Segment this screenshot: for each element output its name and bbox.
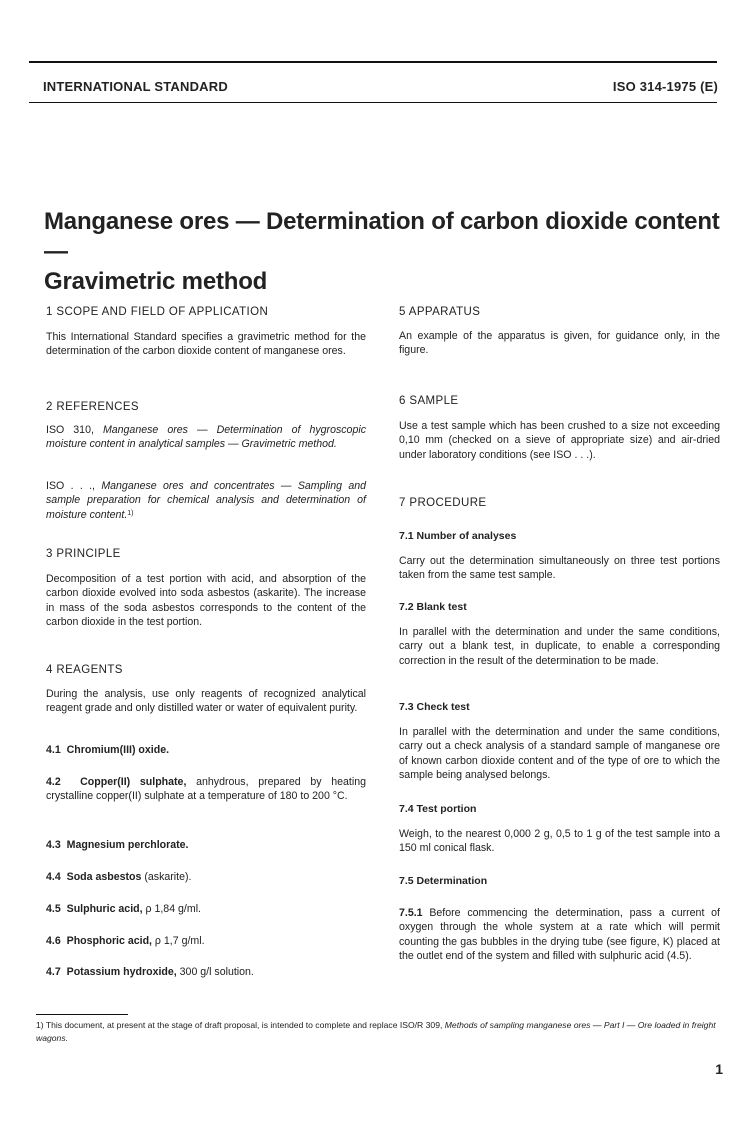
reference-1-code: ISO 310, — [46, 424, 103, 436]
footnote-text: 1) This document, at present at the stage of draft proposal, is intended to complete and replace ISO/R 309, — [36, 1020, 445, 1030]
reagent-4-4 — [46, 870, 366, 884]
section-7-4-heading: 7.4 Test portion — [399, 803, 477, 815]
section-1-heading: 1 SCOPE AND FIELD OF APPLICATION — [46, 306, 269, 318]
reagent-number: 4.3 — [46, 839, 61, 851]
reference-2-code: ISO . . ., — [46, 480, 102, 492]
section-7-heading: 7 PROCEDURE — [399, 497, 487, 509]
section-5-heading: 5 APPARATUS — [399, 306, 481, 318]
header-right: ISO 314-1975 (E) — [612, 79, 718, 94]
reagent-4-7 — [46, 965, 366, 979]
header-rule — [29, 102, 717, 103]
section-7-1-heading: 7.1 Number of analyses — [399, 530, 517, 542]
reagent-name: Magnesium perchlorate. — [66, 839, 189, 851]
reference-1-title: Manganese ores — Determination of hygroscopic moisture content in analytical samples — Gravimetric method. — [46, 424, 366, 451]
reagent-name: Soda asbestos — [66, 871, 142, 883]
section-7-4-text: Weigh, to the nearest 0,000 2 g, 0,5 to 1 g of the test sample into a 150 ml conical flask. — [399, 828, 720, 855]
clause-number: 7.5.1 — [399, 907, 423, 919]
section-4-heading: 4 REAGENTS — [46, 664, 123, 676]
reagent-4-3 — [46, 838, 366, 852]
section-2-heading: 2 REFERENCES — [46, 401, 139, 413]
section-7-2-heading: 7.2 Blank test — [399, 601, 467, 613]
reagent-number: 4.1 — [46, 744, 61, 756]
reagent-detail: ρ 1,84 g/ml. — [142, 903, 201, 915]
title-line-2: Gravimetric method — [44, 268, 268, 295]
section-3-text: Decomposition of a test portion with acid, and absorption of the carbon dioxide evolved into soda asbestos (askarite). The increase in mass of the soda asbestos corresponds to the content of the carbon dioxide in the test portion. — [46, 573, 366, 629]
reagent-number: 4.2 — [46, 776, 61, 788]
reference-1 — [46, 423, 366, 452]
reagent-detail: 300 g/l solution. — [176, 966, 254, 978]
section-7-3-heading: 7.3 Check test — [399, 701, 470, 713]
footnote-title: Methods of sampling manganese ores — Part I — Ore loaded in freight wagons. — [36, 1020, 716, 1043]
reagent-4-2 — [46, 775, 366, 804]
reagent-4-6 — [46, 934, 366, 948]
reference-2-title: Manganese ores and concentrates — Sampling and sample preparation for chemical analysis and determination of moisture content. — [46, 480, 367, 521]
reagent-4-5 — [46, 902, 366, 916]
section-1-text: This International Standard specifies a gravimetric method for the determination of the carbon dioxide content of manganese ores. — [46, 331, 366, 358]
reagent-name: Potassium hydroxide, — [66, 966, 177, 978]
section-7-5-1-text — [399, 906, 720, 964]
section-4-text: During the analysis, use only reagents of recognized analytical reagent grade and only distilled water or water of equivalent purity. — [46, 688, 366, 715]
page-number: 1 — [715, 1061, 723, 1077]
section-5-text: An example of the apparatus is given, for guidance only, in the figure. — [399, 330, 720, 357]
section-6-heading: 6 SAMPLE — [399, 395, 459, 407]
reagent-number: 4.4 — [46, 871, 61, 883]
reagent-4-1 — [46, 743, 366, 757]
reference-2 — [46, 479, 366, 522]
section-7-3-text: In parallel with the determination and under the same conditions, carry out a check analysis of a standard sample of manganese ore of known carbon dioxide content and of the type of ore to which the sample being analysed belongs. — [399, 726, 720, 782]
title-line-1: Manganese ores — Determination of carbon dioxide content — — [44, 208, 720, 265]
top-rule — [29, 61, 717, 63]
section-7-5-heading: 7.5 Determination — [399, 875, 488, 887]
footnote — [36, 1019, 726, 1045]
section-6-text: Use a test sample which has been crushed to a size not exceeding 0,10 mm (checked on a sieve of appropriate size) and air-dried under laboratory conditions (see ISO . . .). — [399, 420, 720, 461]
reagent-detail: anhydrous, prepared by heating crystalline copper(II) sulphate at a temperature of 180 to 200 °C. — [46, 776, 366, 803]
reagent-detail: (askarite). — [141, 871, 192, 883]
clause-text: Before commencing the determination, pass a current of oxygen through the whole system at a rate which will permit counting the gas bubbles in the drying tube (see figure, K) placed at the outlet end of the system and filled with sulphuric acid (4.5). — [399, 907, 720, 963]
reagent-detail: ρ 1,7 g/ml. — [151, 935, 205, 947]
footnote-rule — [36, 1014, 128, 1015]
section-7-2-text: In parallel with the determination and under the same conditions, carry out a blank test, in duplicate, to enable a corresponding correction in the result of the determination to be made. — [399, 626, 720, 667]
reagent-name: Copper(II) sulphate, — [80, 776, 187, 788]
reagent-number: 4.6 — [46, 935, 61, 947]
reagent-number: 4.7 — [46, 966, 61, 978]
page-title — [44, 207, 734, 297]
section-3-heading: 3 PRINCIPLE — [46, 548, 121, 560]
reagent-number: 4.5 — [46, 903, 61, 915]
section-7-1-text: Carry out the determination simultaneously on three test portions taken from the same test sample. — [399, 555, 720, 582]
reagent-name: Sulphuric acid, — [66, 903, 143, 915]
reagent-name: Chromium(III) oxide. — [66, 744, 170, 756]
header-left: INTERNATIONAL STANDARD — [43, 79, 228, 94]
reagent-name: Phosphoric acid, — [66, 935, 152, 947]
footnote-marker: 1) — [127, 509, 134, 517]
